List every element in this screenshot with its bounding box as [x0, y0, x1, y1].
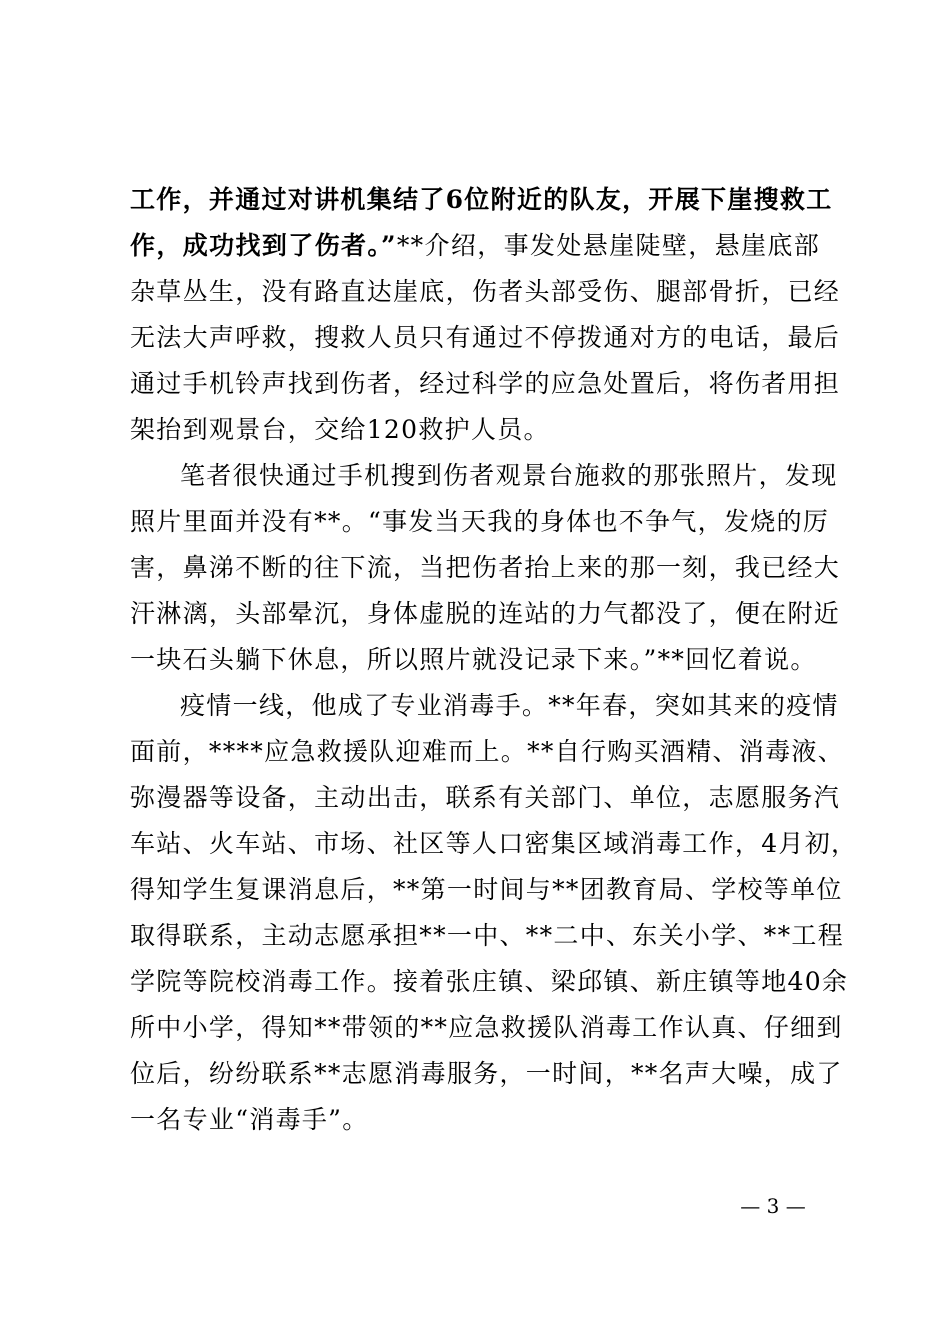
- text-line: [180, 686, 839, 726]
- text-segment: 通过手机铃声找到伤者，经过科学的应急处置后，将伤者用担: [130, 369, 841, 398]
- text-line: [130, 410, 820, 450]
- text-segment: 笔者很快通过手机搜到伤者观景台施救的那张照片，发现: [180, 461, 838, 490]
- text-segment: 弥漫器等设备，主动出击，联系有关部门、单位，志愿服务汽: [130, 783, 841, 812]
- text-line: [130, 824, 858, 864]
- text-line: [130, 732, 845, 772]
- text-segment: **介绍，事发处悬崖陡壁，悬崖底部: [396, 231, 820, 260]
- text-segment: 照片里面并没有**。“事发当天我的身体也不争气，发烧的厉: [130, 507, 830, 536]
- text-line: [130, 778, 841, 818]
- text-line: [130, 640, 820, 680]
- text-line: [130, 548, 841, 588]
- text-segment: 架抬到观景台，交给120救护人员。: [130, 415, 550, 444]
- text-line: [130, 318, 841, 358]
- text-segment: 所中小学，得知**带领的**应急救援队消毒工作认真、仔细到: [130, 1013, 843, 1042]
- text-segment: 一块石头躺下休息，所以照片就没记录下来。”**回忆着说。: [130, 645, 817, 674]
- text-line: [130, 1100, 820, 1140]
- text-line: [130, 180, 833, 220]
- bold-text-segment: 作，成功找到了伤者。”: [130, 231, 397, 260]
- text-line: [130, 594, 841, 634]
- text-segment: 汗淋漓，头部晕沉，身体虚脱的连站的力气都没了，便在附近: [130, 599, 841, 628]
- text-segment: 面前，****应急救援队迎难而上。**自行购买酒精、消毒液、: [130, 737, 845, 766]
- text-line: [130, 226, 820, 266]
- text-line: [130, 962, 849, 1002]
- text-line: [130, 916, 845, 956]
- text-line: [130, 502, 830, 542]
- text-segment: 无法大声呼救，搜救人员只有通过不停拨通对方的电话，最后: [130, 323, 841, 352]
- text-segment: 位后，纷纷联系**志愿消毒服务，一时间，**名声大噪，成了: [130, 1059, 843, 1088]
- text-line: [130, 272, 841, 312]
- text-segment: 杂草丛生，没有路直达崖底，伤者头部受伤、腿部骨折，已经: [130, 277, 841, 306]
- page-number: — 3 —: [740, 1194, 806, 1218]
- text-segment: 车站、火车站、市场、社区等人口密集区域消毒工作，4月初，: [130, 829, 858, 858]
- text-line: [130, 870, 843, 910]
- text-line: [130, 364, 841, 404]
- bold-text-segment: 工作，并通过对讲机集结了6位附近的队友，开展下崖搜救工: [130, 185, 833, 214]
- text-segment: 学院等院校消毒工作。接着张庄镇、梁邱镇、新庄镇等地40余: [130, 967, 849, 996]
- text-segment: 害，鼻涕不断的往下流，当把伤者抬上来的那一刻，我已经大: [130, 553, 841, 582]
- text-segment: 取得联系，主动志愿承担**一中、**二中、东关小学、**工程: [130, 921, 845, 950]
- text-line: [130, 1054, 843, 1094]
- text-line: [180, 456, 838, 496]
- text-line: [130, 1008, 843, 1048]
- text-segment: 得知学生复课消息后，**第一时间与**团教育局、学校等单位: [130, 875, 843, 904]
- text-segment: 疫情一线，他成了专业消毒手。**年春，突如其来的疫情: [180, 691, 839, 720]
- text-segment: 一名专业“消毒手”。: [130, 1105, 369, 1134]
